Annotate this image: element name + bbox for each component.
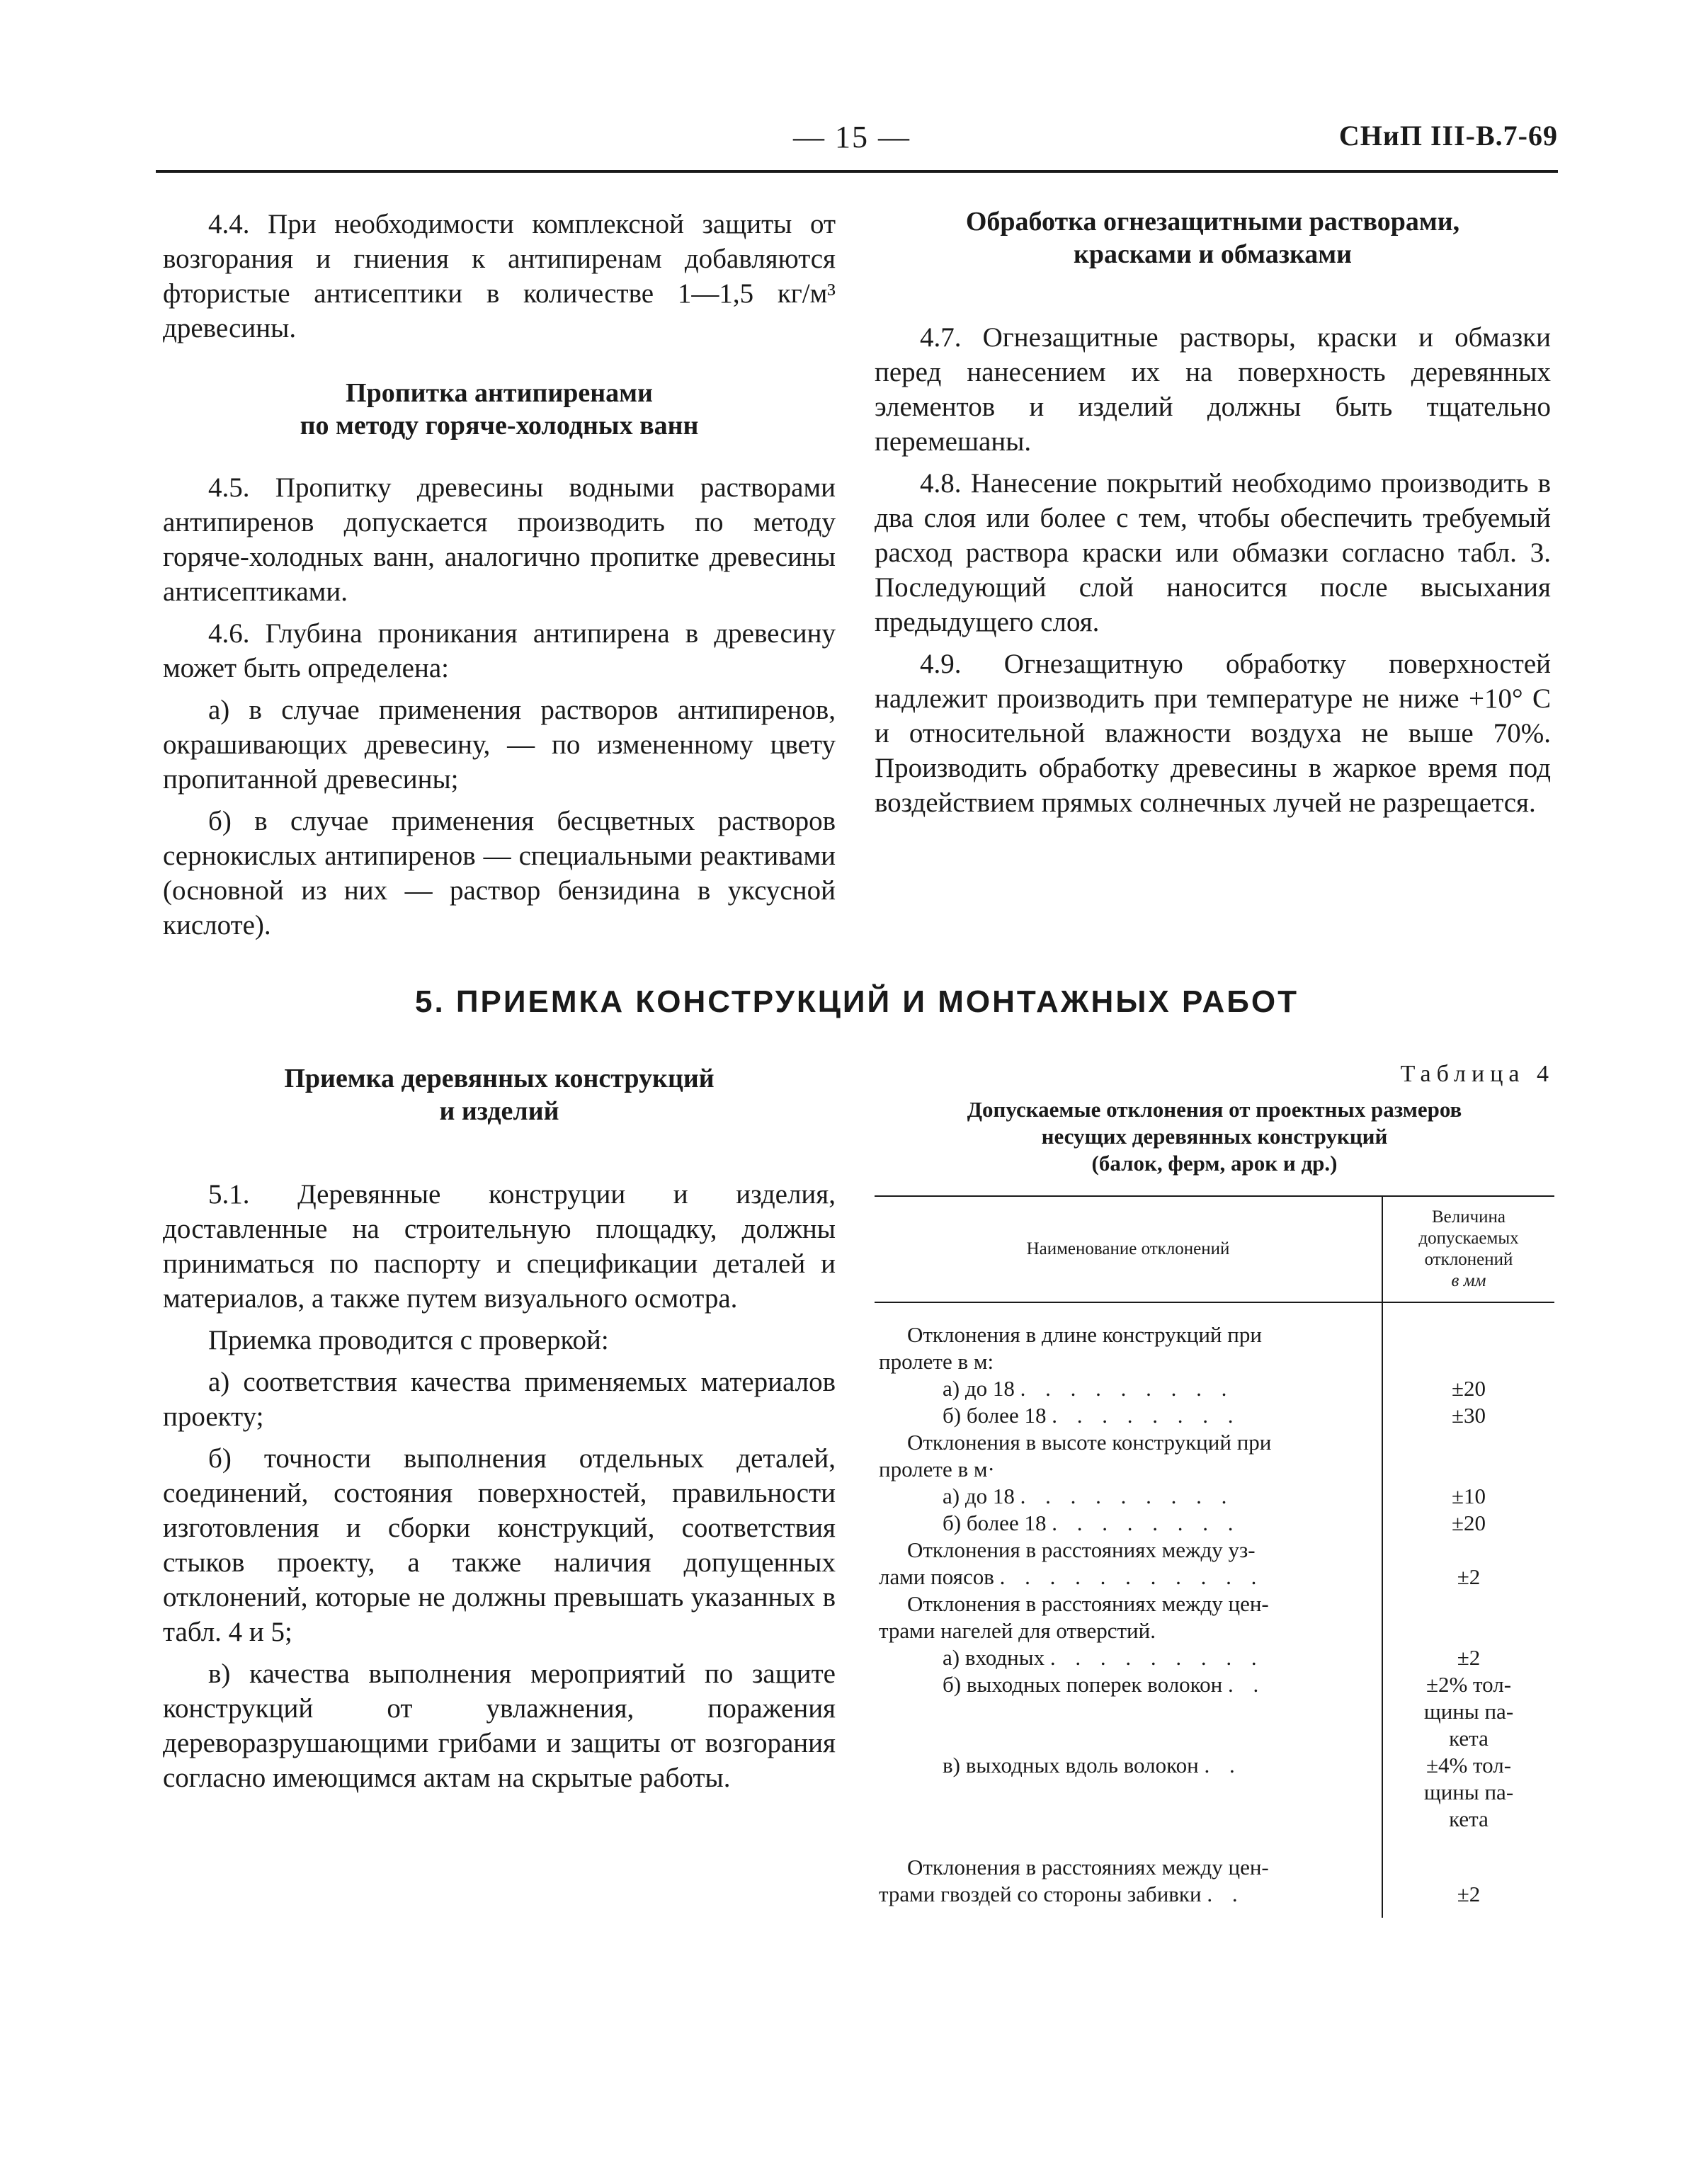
section-title: 5. ПРИЕМКА КОНСТРУКЦИЙ И МОНТАЖНЫХ РАБОТ <box>415 984 1299 1019</box>
table-row: а) до 18 . . . . . . . . . ±10 <box>875 1483 1554 1510</box>
paragraph-4-9: 4.9. Огнезащитную обработку поверхностей надлежит производить при температуре не ниже +10° С и относительной влажности воздуха не выше 70%. Производить обработку древесины в жаркое время под воздействием прямых солнечных лучей не разрещается. <box>875 649 1551 818</box>
left-column-top <box>163 207 836 950</box>
paragraph-5-1: 5.1. Деревянные конструции и изделия, доставленные на строительную площадку, должны приниматься по паспорту и спецификации деталей и материалов, а также путем визуального осмотра. <box>163 1179 836 1314</box>
left-column-bottom <box>163 1062 836 1802</box>
table-row: Отклонения в длине конструкций при пролете в м: <box>875 1302 1554 1375</box>
table-row: Отклонения в расстояниях между цен- трами нагелей для отверстий. <box>875 1591 1554 1644</box>
column-header-name: Наименование отклонений <box>875 1196 1382 1302</box>
page-header <box>156 119 1558 161</box>
table-row: в) выходных вдоль волокон . . ±4% тол- щины па- кета <box>875 1752 1554 1833</box>
table-row: Отклонения в расстояниях между цен- трами гвоздей со стороны забивки . . ±2 <box>875 1833 1554 1918</box>
paragraph-4-6-a: а) в случае применения растворов антипиренов, окрашивающих древесину, — по измененному цвету пропитанной древесины; <box>163 695 836 795</box>
table-row: Отклонения в высоте конструкций при пролете в м· <box>875 1429 1554 1483</box>
paragraph-4-6-b: б) в случае применения бесцветных растворов сернокислых антипиренов — специальными реактивами (основной из них — раствор бензидина в уксусной кислоте). <box>163 806 836 940</box>
document-code: СНиП III-В.7-69 <box>1338 120 1558 152</box>
table-row: б) более 18 . . . . . . . . ±30 <box>875 1402 1554 1429</box>
page-number: — 15 — <box>793 120 911 154</box>
table-row: б) выходных поперек волокон . . ±2% тол- щины па- кета <box>875 1671 1554 1752</box>
subheading-fireproof-treatment: Обработка огнезащитными растворами, красками и обмазками <box>965 207 1460 269</box>
paragraph-4-8: 4.8. Нанесение покрытий необходимо производить в два слоя или более с тем, чтобы обеспечить требуемый расход раствора краски или обмазки согласно табл. 3. Последующий слой наносится после высыхания предыдущего слоя. <box>875 468 1552 637</box>
acceptance-item-a: а) соответствия качества применяемых материалов проекту; <box>163 1367 836 1432</box>
paragraph-4-5: 4.5. Пропитку древесины водными растворами антипиренов допускается производить по методу горяче-холодных ванн, аналогично пропитке древесины антисептиками. <box>163 472 836 607</box>
table-row: Отклонения в расстояниях между уз- лами поясов . . . . . . . . . . . ±2 <box>875 1537 1554 1591</box>
table-row: б) более 18 . . . . . . . . ±20 <box>875 1510 1554 1537</box>
table-label: Таблица 4 <box>1400 1061 1554 1087</box>
paragraph-4-6: 4.6. Глубина проникания антипирена в древесину может быть определена: <box>163 618 836 683</box>
table-title: Допускаемые отклонения от проектных размеров несущих деревянных конструкций (балок, ферм, арок и др.) <box>967 1097 1462 1176</box>
header-rule <box>156 170 1558 173</box>
table-row: а) до 18 . . . . . . . . . ±20 <box>875 1375 1554 1402</box>
subheading-fire-retardant-impregnation: Пропитка антипиренами по методу горяче-холодных ванн <box>300 378 699 440</box>
deviations-table <box>875 1195 1554 1918</box>
acceptance-item-c: в) качества выполнения мероприятий по защите конструкций от увлажнения, поражения дереворазрушающими грибами и защиты от возгорания согласно имеющимся актам на скрытые работы. <box>163 1659 836 1793</box>
table-4-area <box>875 1061 1554 1918</box>
acceptance-intro: Приемка проводится с проверкой: <box>208 1325 609 1355</box>
table-header-row <box>875 1196 1554 1302</box>
table-row: а) входных . . . . . . . . . ±2 <box>875 1644 1554 1671</box>
right-column-top <box>875 205 1551 827</box>
subheading-acceptance: Приемка деревянных конструкций и изделий <box>284 1064 715 1126</box>
acceptance-item-b: б) точности выполнения отдельных деталей, соединений, состояния поверхностей, правильности изготовления и сборки конструкций, соответствия стыков проекту, а также наличия допущенных отклонений, которые не должны превышать указанных в табл. 4 и 5; <box>163 1443 836 1647</box>
column-header-value: Величина допускаемых отклонений в мм <box>1418 1207 1519 1290</box>
paragraph-4-4: 4.4. При необходимости комплексной защиты от возгорания и гниения к антипиренам добавляются фтористые антисептики в количестве 1—1,5 кг/м³ древесины. <box>163 209 836 343</box>
paragraph-4-7: 4.7. Огнезащитные растворы, краски и обмазки перед нанесением их на поверхность деревянных элементов и изделий должны быть тщательно перемешаны. <box>875 322 1551 457</box>
